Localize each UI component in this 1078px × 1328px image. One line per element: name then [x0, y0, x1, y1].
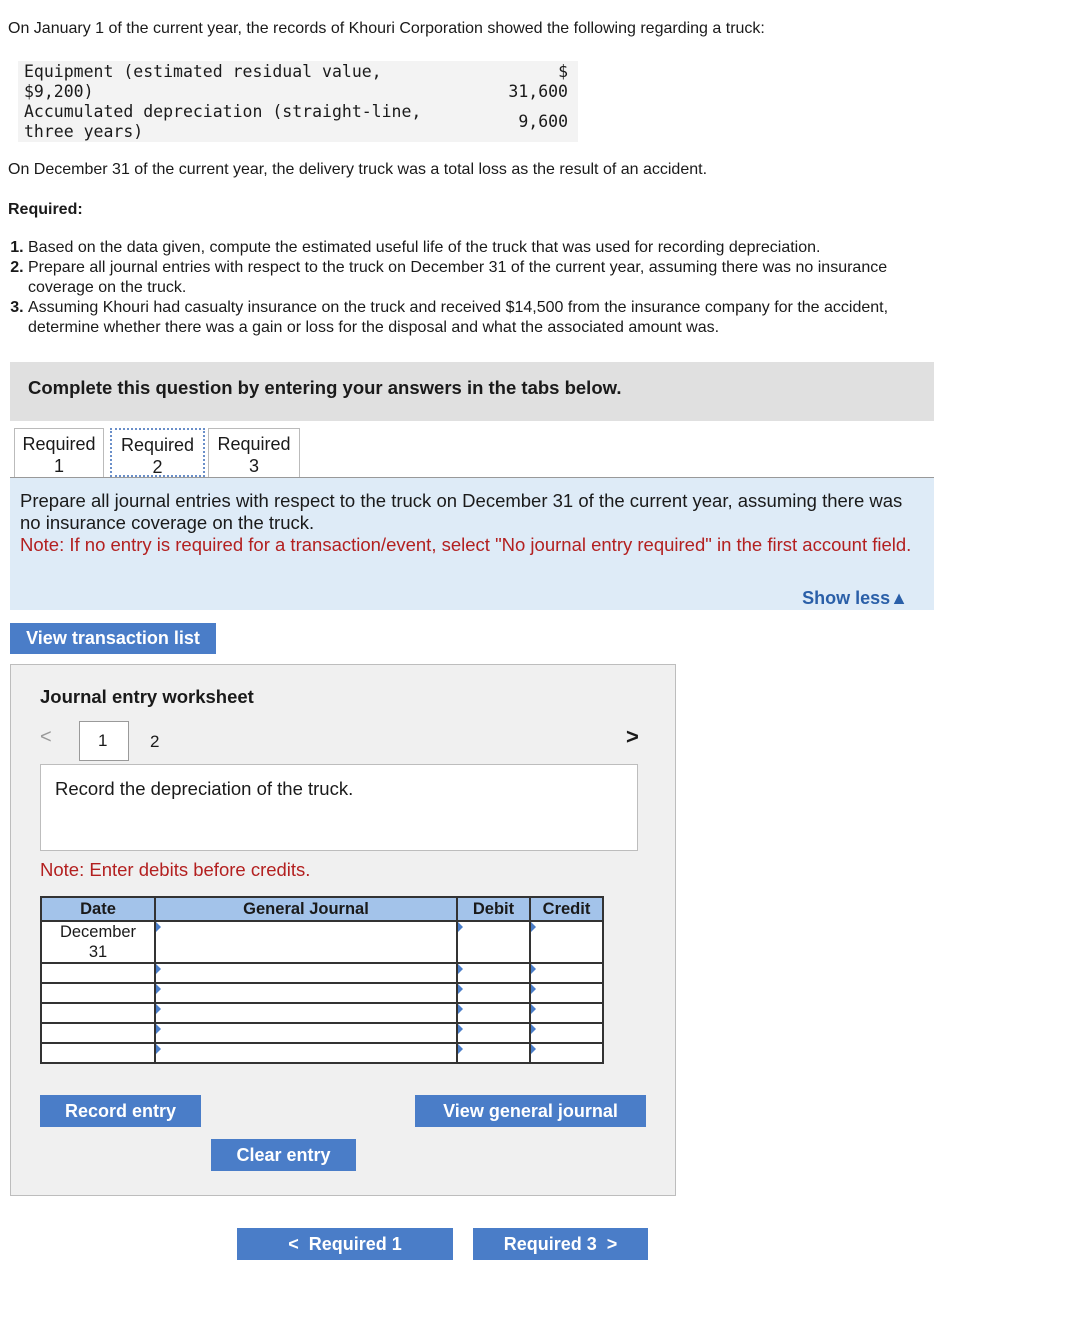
record-entry-button[interactable]: Record entry — [40, 1095, 201, 1127]
credit-header: Credit — [530, 897, 603, 921]
date-day: 31 — [88, 943, 108, 961]
table-row — [41, 1043, 603, 1063]
question-panel — [10, 478, 934, 610]
accumulated-label-cont: three years) — [24, 122, 144, 141]
general-journal-header: General Journal — [155, 897, 457, 921]
enter-debits-note: Note: Enter debits before credits. — [40, 859, 311, 880]
debit-field[interactable] — [457, 921, 530, 963]
prev-label: Required 1 — [308, 1234, 402, 1254]
panel-note: Note: If no entry is required for a transaction/event, select "No journal entry required" in the first account field. — [20, 534, 912, 555]
credit-field[interactable] — [530, 1043, 603, 1063]
tab-label: Required — [120, 435, 195, 455]
table-row — [41, 963, 603, 983]
page-2[interactable]: 2 — [150, 732, 160, 751]
panel-question: Prepare all journal entries with respect to the truck on December 31 of the current year, assuming there was no insurance coverage on the truck. — [20, 490, 903, 533]
credit-field[interactable] — [530, 963, 603, 983]
required-title: Required: — [8, 201, 83, 218]
clear-entry-button[interactable]: Clear entry — [211, 1139, 356, 1171]
equipment-currency: $ — [558, 62, 568, 81]
account-field[interactable] — [155, 983, 457, 1003]
table-row — [41, 1003, 603, 1023]
date-cell — [41, 983, 155, 1003]
tab-required-3[interactable] — [208, 428, 300, 477]
equipment-label-cont: $9,200) — [24, 82, 94, 101]
credit-field[interactable] — [530, 1023, 603, 1043]
previous-required-1-button[interactable] — [237, 1228, 453, 1260]
debit-field[interactable] — [457, 1043, 530, 1063]
date-cell — [41, 921, 155, 963]
entry-description: Record the depreciation of the truck. — [55, 778, 354, 799]
equipment-label: Equipment (estimated residual value, — [24, 62, 382, 81]
next-required-3-button[interactable] — [473, 1228, 648, 1260]
equipment-value: 31,600 — [508, 82, 568, 101]
chevron-right-icon: > — [606, 1234, 618, 1254]
chevron-right-icon[interactable]: > — [626, 724, 639, 749]
intro-text: On January 1 of the current year, the records of Khouri Corporation showed the following regarding a truck: — [8, 20, 765, 37]
credit-field[interactable] — [530, 983, 603, 1003]
debit-field[interactable] — [457, 1003, 530, 1023]
debit-header: Debit — [457, 897, 530, 921]
debit-field[interactable] — [457, 963, 530, 983]
tab-label: Required — [22, 434, 96, 454]
instruction-bar — [10, 362, 934, 421]
table-row — [41, 921, 603, 963]
tab-number: 1 — [53, 456, 64, 476]
debit-field[interactable] — [457, 983, 530, 1003]
table-row — [41, 983, 603, 1003]
worksheet-title: Journal entry worksheet — [40, 686, 254, 707]
requirement-item: 3. Assuming Khouri had casualty insurance on the truck and received $14,500 from the insurance company for the accident, determine whether there was a gain or loss for the disposal and what the associated amount was. — [28, 298, 928, 338]
tab-required-1[interactable] — [14, 428, 104, 477]
chevron-left-icon[interactable]: < — [40, 726, 52, 748]
page-1[interactable]: 1 — [79, 721, 129, 761]
debit-field[interactable] — [457, 1023, 530, 1043]
credit-field[interactable] — [530, 1003, 603, 1023]
account-field[interactable] — [155, 1003, 457, 1023]
view-general-journal-button[interactable]: View general journal — [415, 1095, 646, 1127]
triangle-up-icon: ▲ — [890, 588, 908, 608]
date-month: December — [59, 923, 137, 941]
accumulated-value: 9,600 — [518, 112, 568, 131]
date-cell — [41, 1023, 155, 1043]
date-header: Date — [41, 897, 155, 921]
date-cell — [41, 1003, 155, 1023]
account-field[interactable] — [155, 1043, 457, 1063]
tab-number: 3 — [248, 456, 259, 476]
accident-text: On December 31 of the current year, the delivery truck was a total loss as the result of an accident. — [8, 161, 708, 178]
chevron-left-icon: < — [288, 1234, 299, 1254]
requirement-item: 2. Prepare all journal entries with respect to the truck on December 31 of the current year, assuming there was no insurance coverage on the truck. — [28, 258, 928, 298]
show-less-link[interactable] — [802, 588, 908, 609]
next-label: Required 3 — [503, 1234, 597, 1254]
account-field[interactable] — [155, 1023, 457, 1043]
date-cell — [41, 963, 155, 983]
entry-description-box — [40, 764, 638, 851]
table-row — [41, 1023, 603, 1043]
credit-field[interactable] — [530, 921, 603, 963]
requirements-list — [0, 238, 928, 338]
account-field[interactable] — [155, 921, 457, 963]
tab-label: Required — [217, 434, 291, 454]
tab-number: 2 — [152, 457, 163, 477]
view-transaction-list-button[interactable]: View transaction list — [10, 623, 216, 654]
date-cell — [41, 1043, 155, 1063]
instruction-text: Complete this question by entering your answers in the tabs below. — [28, 377, 622, 398]
show-less-label: Show less — [802, 588, 891, 608]
requirement-item: 1. Based on the data given, compute the estimated useful life of the truck that was used for recording depreciation. — [28, 238, 928, 258]
journal-table — [40, 896, 604, 1064]
tab-required-2[interactable] — [110, 428, 205, 477]
accumulated-label: Accumulated depreciation (straight-line, — [24, 102, 422, 121]
account-field[interactable] — [155, 963, 457, 983]
